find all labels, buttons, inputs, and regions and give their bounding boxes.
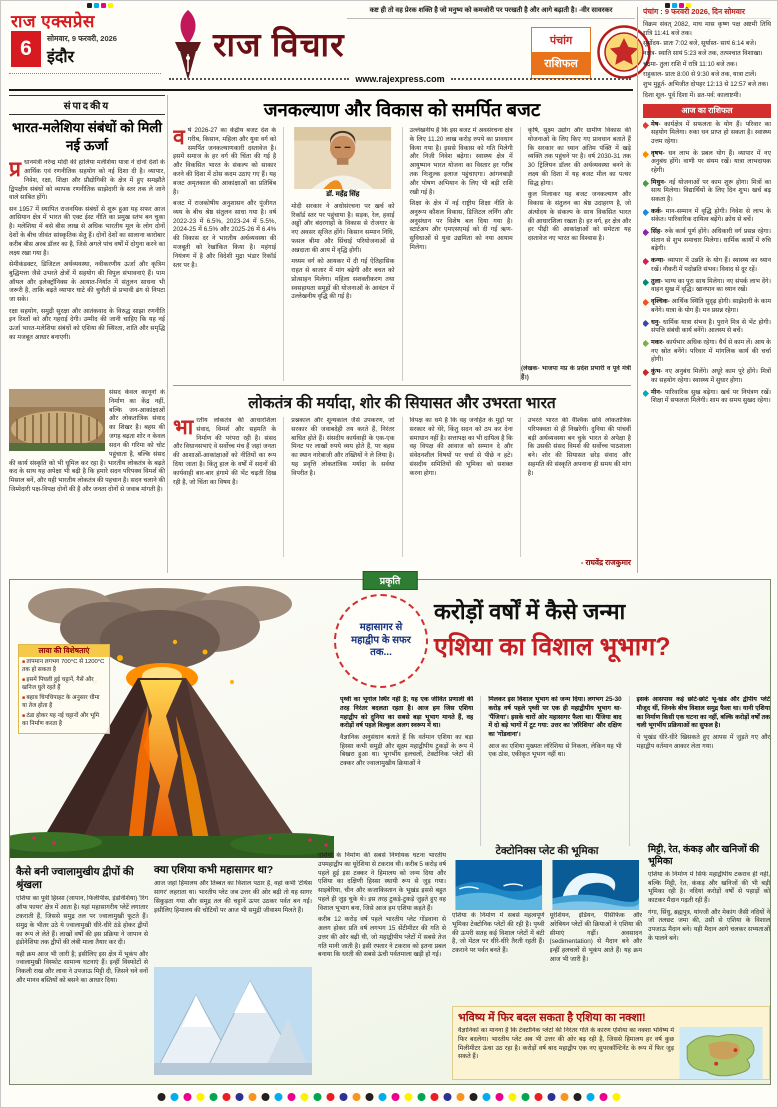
paragraph: वैज्ञानिकों का मानना है कि टेक्टोनिक प्लेटों की निरंतर गति के कारण एशिया का नक्शा भविष्य में फिर बदलेगा। भारतीय प्लेट अब भी उत्तर की ओर बढ़ रही है, जिससे हिमालय हर वर्ष कुछ मिलीमीटर ऊंचा उठ रहा है। करोड़ों वर्ष बाद महाद्वीप एक नए सुपरकॉन्टिनेंट के रूप में फिर जुड़ सकते हैं। bbox=[458, 1027, 674, 1061]
panchang-heading: पंचांग : 9 फरवरी 2026, दिन सोमवार bbox=[643, 7, 771, 19]
journey-badge: महासागर से महाद्वीप के सफर तक... bbox=[334, 594, 428, 688]
registration-dot bbox=[101, 3, 106, 8]
registration-dot bbox=[301, 1093, 309, 1101]
future-map-box bbox=[452, 1006, 770, 1080]
tectonic-article bbox=[452, 844, 642, 1002]
panchang-rashifal-box bbox=[531, 27, 591, 79]
democracy-byline: - राघवेंद्र राजकुमार bbox=[580, 558, 631, 567]
budget-dropcap: व bbox=[173, 127, 185, 149]
zodiac-bullet-icon bbox=[643, 121, 649, 128]
page-number: 6 bbox=[11, 31, 41, 67]
budget-headline: जनकल्याण और विकास को समर्पित बजट bbox=[263, 99, 541, 120]
editorial-block bbox=[9, 95, 165, 393]
zodiac-text: धनु- धार्मिक यात्रा संभव है। पुराने मित्र से भेंट होगी। संपत्ति संबंधी कार्य बनेंगे। आलस्य से बचें। bbox=[651, 318, 771, 334]
ocean-question-body bbox=[154, 880, 312, 964]
nature-middle-column bbox=[318, 852, 446, 1078]
nature-intro-column-3 bbox=[629, 696, 770, 846]
zodiac-item bbox=[643, 257, 771, 274]
website-row bbox=[169, 74, 631, 84]
democracy-column-3 bbox=[402, 417, 513, 557]
zodiac-text: कन्या- व्यापार में उन्नति के योग हैं। स्वास्थ्य का ध्यान रखें। नौकरी में पदोन्नति संभव। विवाद से दूर रहें। bbox=[651, 257, 771, 273]
zodiac-item bbox=[643, 121, 771, 147]
tectonic-column-2 bbox=[550, 912, 643, 1004]
panchang-details bbox=[643, 21, 771, 101]
paragraph: सन 1957 में स्थापित राजनयिक संबंधों से शुरू हुआ यह सफर आज आसियान क्षेत्र में भारत की एक्ट ईस्ट नीति का प्रमुख स्तंभ बन चुका है। मलेशिया में बसे बीस लाख से अधिक भारतीय मूल के लोग दोनों देशों के बीच जीवंत सांस्कृतिक सेतु हैं। दोनों देशों का सालाना कारोबार करीब बीस अरब डॉलर का है, जिसे अगले पांच वर्षों में दोगुना करने का लक्ष्य रखा गया है। bbox=[9, 205, 165, 257]
panchang-column bbox=[643, 7, 771, 573]
registration-dot bbox=[392, 1093, 400, 1101]
democracy-left-cell bbox=[9, 389, 165, 569]
paragraph: नक्षत्र- स्वाति सायं 5:23 बजे तक, तत्पश्चात विशाखा। bbox=[643, 50, 763, 58]
lava-facts-box bbox=[18, 644, 110, 734]
registration-dot bbox=[184, 1093, 192, 1101]
paragraph: एशिया के निर्माण में सबसे महत्वपूर्ण भूमिका टेक्टोनिक प्लेटों की रही है। पृथ्वी की ऊपरी सतह कई विशाल प्लेटों में बंटी है, जो मेंटल पर धीरे-धीरे तैरती रहती हैं। टकराने पर पर्वत बनते हैं। bbox=[452, 912, 545, 955]
registration-dot bbox=[275, 1093, 283, 1101]
registration-dot bbox=[223, 1093, 231, 1101]
registration-dot bbox=[548, 1093, 556, 1101]
nature-section-label: प्रकृति bbox=[363, 571, 418, 590]
zodiac-item bbox=[643, 179, 771, 205]
registration-dot bbox=[509, 1093, 517, 1101]
zodiac-bullet-icon bbox=[643, 229, 649, 236]
registration-dot bbox=[94, 3, 99, 8]
author-photo bbox=[291, 127, 394, 189]
zodiac-text: वृषभ- धन लाभ के प्रबल योग हैं। व्यापार में नए अनुबंध होंगे। वाणी पर संयम रखें। यात्रा लाभदायक रहेगी। bbox=[651, 149, 771, 174]
island-chain-body bbox=[16, 895, 148, 1071]
zodiac-text: मेष- कार्यक्षेत्र में सफलता के योग हैं। परिवार का सहयोग मिलेगा। रुका धन प्राप्त हो सकता है। स्वास्थ्य उत्तम रहेगा। bbox=[651, 120, 771, 145]
paragraph: विक्रम संवत् 2082, माघ मास कृष्ण पक्ष अष्टमी तिथि रात्रि 11:41 बजे तक। bbox=[643, 21, 771, 37]
zodiac-item bbox=[643, 339, 771, 365]
paragraph: राहुकाल- प्रातः 8:00 से 9:30 बजे तक, यात्रा टालें। bbox=[643, 71, 757, 79]
paragraph: गंगा, सिंधु, ब्रह्मपुत्र, यांग्त्जी और मेकांग जैसी नदियों ने जो तलछट जमा की, उसी से एशिया के विशाल उपजाऊ मैदान बने। यही मैदान आगे चलकर सभ्यताओं के पालने बने। bbox=[648, 908, 770, 942]
zodiac-item bbox=[643, 228, 771, 254]
registration-dot bbox=[87, 3, 92, 8]
registration-dot bbox=[483, 1093, 491, 1101]
registration-dot bbox=[535, 1093, 543, 1101]
paragraph: मोदी सरकार ने अधोसंरचना पर खर्च को रिकॉर्ड स्तर पर पहुंचाया है। सड़क, रेल, हवाई अड्डों और बंदरगाहों के विकास से रोजगार के नए अवसर सृजित होंगे। किसान सम्मान निधि, फसल बीमा और सिंचाई परियोजनाओं से अन्नदाता की आय में वृद्धि होगी। bbox=[291, 202, 395, 254]
budget-column-2 bbox=[283, 127, 394, 381]
democracy-column-4 bbox=[520, 417, 631, 557]
editorial-body bbox=[9, 159, 165, 393]
registration-dot bbox=[561, 1093, 569, 1101]
paragraph: ■ ठंडा होकर यह नई चट्टानों और भूमि का निर्माण करता है bbox=[22, 713, 106, 729]
paper-name: राज एक्सप्रेस bbox=[11, 12, 95, 31]
zodiac-text: मिथुन- नई योजनाओं पर काम शुरू होगा। मित्रों का साथ मिलेगा। विद्यार्थियों के लिए दिन शुभ। खर्च बढ़ सकता है। bbox=[651, 178, 771, 203]
paragraph: कृषि, सूक्ष्म उद्योग और ग्रामीण विकास की योजनाओं के लिए किए गए प्रावधान बताते हैं कि सरकार का ध्यान अंतिम पंक्ति में खड़े व्यक्ति तक पहुंचने पर है। वर्ष 2030-31 तक 30 ट्रिलियन डॉलर की अर्थव्यवस्था बनने के लक्ष्य की दिशा में यह बजट मील का पत्थर सिद्ध होगा। bbox=[527, 127, 631, 187]
edition-city: इंदौर bbox=[47, 49, 75, 66]
masthead-quote: कष्ट ही तो वह प्रेरक शक्ति है जो मनुष्य को कमजोरी पर परखती है और आगे बढ़ाती है। -वीर सावरकर bbox=[347, 7, 635, 19]
editorial-headline: भारत-मलेशिया संबंधों को मिली नई ऊर्जा bbox=[12, 120, 162, 153]
asia-map bbox=[678, 1027, 764, 1080]
democracy-dropcap: भा bbox=[173, 417, 194, 439]
budget-columns bbox=[173, 127, 631, 381]
registration-dot bbox=[210, 1093, 218, 1101]
zodiac-item bbox=[643, 389, 771, 406]
registration-dot bbox=[340, 1093, 348, 1101]
section-title: राज विचार bbox=[213, 26, 345, 63]
lava-facts-list bbox=[19, 657, 109, 733]
island-chain-title: कैसे बनी ज्वालामुखीय द्वीपों की श्रृंखला bbox=[16, 866, 134, 892]
zodiac-item bbox=[643, 278, 771, 295]
zodiac-bullet-icon bbox=[643, 150, 649, 157]
paragraph: एशिया के निर्माण की सबसे निर्णायक घटना भारतीय उपमहाद्वीप का यूरेशिया से टकराव थी। करीब 5 करोड़ वर्ष पहले हुई इस टक्कर ने हिमालय को जन्म दिया और एशिया का दक्षिणी हिस्सा स्थायी रूप से जुड़ गया। साइबेरिया, चीन और कजाकिस्तान के भूखंड इससे बहुत पहले ही जुड़ चुके थे। इस तरह टुकड़े-टुकड़े जुड़ते हुए वह विशाल भूभाग बना, जिसे आज हम एशिया कहते हैं। bbox=[318, 852, 446, 912]
paragraph: चंद्रमा- तुला राशि में रात्रि 11:10 बजे तक। bbox=[643, 60, 738, 68]
nature-intro-column-2 bbox=[480, 696, 621, 846]
edition-date: सोमवार, 9 फरवरी, 2026 bbox=[47, 34, 117, 43]
registration-dot bbox=[418, 1093, 426, 1101]
tectonic-images bbox=[452, 860, 642, 910]
nature-intro-columns bbox=[340, 696, 770, 846]
himalaya-photo bbox=[154, 967, 312, 1075]
future-map-title: भविष्य में फिर बदल सकता है एशिया का नक्शा! bbox=[458, 1012, 646, 1024]
registration-dot bbox=[158, 1093, 166, 1101]
pen-nib-icon bbox=[169, 6, 207, 84]
zodiac-text: मकर- कार्यभार अधिक रहेगा। धैर्य से काम लें। आय के नए स्रोत बनेंगे। परिवार में मांगलिक कार्य की चर्चा होगी। bbox=[651, 339, 771, 363]
paragraph: रक्षा सहयोग, समुद्री सुरक्षा और आतंकवाद के विरुद्ध साझा रणनीति इन रिश्तों को और गहराई देगी। उम्मीद की जानी चाहिए कि यह नई ऊर्जा भारत-मलेशिया संबंधों को एशिया की स्थिरता, शांति और समृद्धि का मजबूत आधार बनाएगी। bbox=[9, 307, 165, 342]
paragraph: ये भूखंड धीरे-धीरे खिसकते हुए आपस में जुड़ते गए और महाद्वीप वर्तमान आकार लेता गया। bbox=[636, 733, 770, 750]
registration-dot bbox=[405, 1093, 413, 1101]
registration-dot bbox=[470, 1093, 478, 1101]
registration-dot bbox=[457, 1093, 465, 1101]
paragraph: सूर्योदय- प्रातः 7:02 बजे, सूर्यास्त- सायं 6:14 बजे। bbox=[643, 40, 757, 48]
minerals-body bbox=[648, 871, 770, 991]
paragraph: इसके आसपास कई छोटे-छोटे भू-खंड और द्वीपीय प्लेटें मौजूद थीं, जिनके बीच विशाल समुद्र फैला था। यानी एशिया का निर्माण किसी एक घटना का नहीं, बल्कि करोड़ों वर्षों तक चली भूगर्भीय प्रक्रियाओं का सुफल है। bbox=[636, 696, 770, 730]
registration-dot bbox=[613, 1093, 621, 1101]
future-map-body bbox=[458, 1027, 764, 1080]
zodiac-bullet-icon bbox=[643, 389, 649, 396]
paragraph: शिक्षा के क्षेत्र में नई राष्ट्रीय शिक्षा नीति के अनुरूप कौशल विकास, डिजिटल लर्निंग और अनुसंधान पर विशेष बल दिया गया है। स्टार्टअप और एमएसएमई को दी गई ऋण-सुविधाओं से युवा उद्यमिता को नया आयाम मिलेगा। bbox=[409, 200, 513, 252]
democracy-column-1 bbox=[173, 417, 276, 557]
nature-headline-line2: एशिया का विशाल भूभाग? bbox=[434, 633, 671, 661]
paragraph: र्ष 2026-27 का केंद्रीय बजट देश के गरीब, किसान, महिला और युवा वर्ग को समर्पित जनकल्याणकारी दस्तावेज है। इसमें समाज के हर वर्ग की चिंता की गई है और विकसित भारत के संकल्प को साकार करने की दिशा में ठोस कदम उठाए गए हैं। यह बजट अमृतकाल की आकांक्षाओं का प्रतिबिंब है। bbox=[173, 127, 277, 196]
registration-dot bbox=[366, 1093, 374, 1101]
island-chain-article bbox=[16, 866, 148, 1080]
registration-dot bbox=[236, 1093, 244, 1101]
tectonic-title: टेक्टोनिक्स प्लेट की भूमिका bbox=[495, 845, 599, 857]
registration-dot bbox=[600, 1093, 608, 1101]
zodiac-bullet-icon bbox=[643, 319, 649, 326]
ocean-photo-1 bbox=[452, 860, 546, 910]
paragraph: आज जहां हिमालय और तिब्बत का विशाल पठार है, वहां कभी 'टेथिस सागर' लहराता था। भारतीय प्लेट जब उत्तर की ओर बढ़ी तो यह सागर सिकुड़ता गया और समुद्र तल की चट्टानें ऊपर उठकर पर्वत बन गईं। इसीलिए हिमालय की चोटियों पर आज भी समुद्री जीवाश्म मिलते हैं। bbox=[154, 880, 312, 914]
lava-facts-title: लावा की विशेषताएं bbox=[19, 645, 109, 657]
paragraph: एशिया के निर्माण में सिर्फ महाद्वीपीय टकराव ही नहीं, बल्कि मिट्टी, रेत, कंकड़ और खनिजों की भी बड़ी भूमिका रही है। नदियां करोड़ों वर्षों से पहाड़ों को काटकर मैदान गढ़ती रही हैं। bbox=[648, 870, 770, 905]
paragraph: ■ बहाव चिपचिपाहट के अनुसार धीमा या तेज होता है bbox=[22, 695, 106, 711]
registration-dot bbox=[249, 1093, 257, 1101]
tectonic-columns bbox=[452, 912, 642, 1004]
dotted-line bbox=[451, 78, 631, 80]
nature-intro-column-1 bbox=[340, 696, 473, 846]
paragraph: यूरेशियन, इंडियन, पैसिफिक और अरेबियन प्लेटों की क्रियाओं ने एशिया की सीमाएं गढ़ीं। अवसादन (sedimentation) से मैदान बने और इन्हीं हलचलों से भूकंप आते हैं। यह क्रम आज भी जारी है। bbox=[549, 912, 642, 964]
paragraph: पृथ्वी का भूगोल स्थिर नहीं है; यह एक जीवित प्रणाली की तरह निरंतर बदलता रहता है। आज हम जिस एशिया महाद्वीप को दुनिया का सबसे बड़ा भूभाग मानते हैं, वह करोड़ों वर्ष पहले बिल्कुल अलग स्वरूप में था। bbox=[340, 696, 474, 730]
rashifal-heading: आज का राशिफल bbox=[643, 104, 771, 118]
registration-dot bbox=[327, 1093, 335, 1101]
paragraph: मिलकर इस विशाल भूभाग को जन्म दिया। लगभग 25-30 करोड़ वर्ष पहले पृथ्वी पर एक ही महाद्वीपीय भूभाग था- 'पैंजिया'। इसके चारों ओर महासागर फैला था। पैंजिया बाद में दो बड़े भागों में टूट गया: उत्तर का 'लॉरेशिया' और दक्षिण का 'गोंडवाना'। bbox=[488, 696, 622, 739]
registration-dot bbox=[522, 1093, 530, 1101]
budget-column-4 bbox=[520, 127, 631, 381]
paragraph: ■ इसमें पिघली हुई चट्टानें, गैसें और खनिज घुले रहते हैं bbox=[22, 677, 106, 693]
registration-dot bbox=[444, 1093, 452, 1101]
ocean-question-title: क्या एशिया कभी महासागर था? bbox=[154, 864, 274, 876]
registration-dot bbox=[314, 1093, 322, 1101]
paragraph: रतीय लोकतंत्र की आधारशिला संवाद, विमर्श और सहमति के निर्माण की परंपरा रही है। संसद और विधानसभाएं वे सर्वोच्च मंच हैं जहां जनता की आशाओं-आकांक्षाओं को नीतियों का रूप दिया जाता है। किंतु हाल के वर्षों में सदनों की कार्यवाही बार-बार हंगामे की भेंट चढ़ती दिख रही है, जो चिंता का विषय है। bbox=[173, 417, 277, 486]
zodiac-bullet-icon bbox=[643, 340, 649, 347]
zodiac-item bbox=[643, 208, 771, 225]
panchang-label: पंचांग bbox=[549, 34, 573, 47]
rashifal-label: राशिफल bbox=[532, 52, 590, 75]
registration-dot bbox=[262, 1093, 270, 1101]
zodiac-bullet-icon bbox=[643, 258, 649, 265]
paragraph: करीब 12 करोड़ वर्ष पहले भारतीय प्लेट गोंडवाना से अलग होकर प्रति वर्ष लगभग 15 सेंटीमीटर की गति से उत्तर की ओर बढ़ी थी, जो महाद्वीपीय प्लेटों में सबसे तेज गति मानी जाती है। इसी रफ्तार ने टकराव को इतना प्रबल बनाया कि धरती की सबसे ऊंची पर्वतमाला खड़ी हो गई। bbox=[318, 916, 446, 959]
registration-dot bbox=[288, 1093, 296, 1101]
registration-dot bbox=[171, 1093, 179, 1101]
paragraph: ■ तापमान लगभग 700°C से 1200°C तक हो सकता है bbox=[22, 659, 106, 675]
budget-column-3 bbox=[402, 127, 513, 381]
nature-section bbox=[9, 576, 771, 1085]
registration-dot bbox=[108, 3, 113, 8]
registration-marks-top-left bbox=[87, 3, 113, 8]
ocean-question-article bbox=[154, 864, 312, 1080]
registration-dot bbox=[353, 1093, 361, 1101]
zodiac-text: वृश्चिक- आर्थिक स्थिति सुदृढ़ होगी। साझेदारी के काम बनेंगे। यात्रा के योग हैं। मन प्रसन्न रहेगा। bbox=[651, 298, 771, 314]
minerals-article bbox=[648, 844, 770, 1002]
registration-dot bbox=[197, 1093, 205, 1101]
paragraph: यही क्रम आज भी जारी है; इसीलिए इस क्षेत्र में भूकंप और ज्वालामुखी विस्फोट सामान्य घटनाएं हैं। इन्हीं विस्फोटों से निकली राख और लावा ने उपजाऊ मिट्टी दी, जिसने घने वनों और मानव बस्तियों को बसने का आधार दिया। bbox=[16, 950, 148, 985]
nature-headline-line1: करोड़ों वर्षों में कैसे जन्मा bbox=[434, 599, 626, 624]
democracy-headline: लोकतंत्र की मर्यादा, शोर की सियासत और उभरता भारत bbox=[248, 395, 556, 412]
zodiac-text: तुला- भाग्य का पूरा साथ मिलेगा। नए संपर्क लाभ देंगे। वाहन सुख में वृद्धि। खानपान का ध्यान रखें। bbox=[651, 277, 771, 293]
zodiac-bullet-icon bbox=[643, 179, 649, 186]
paragraph: विपक्ष का धर्म है कि वह जनहित के मुद्दों पर सरकार को घेरे, किंतु सदन को ठप कर देना समाधान नहीं है। सत्तापक्ष का भी दायित्व है कि वह विपक्ष की आवाज को सम्मान दे और संवेदनशील विषयों पर चर्चा से पीछे न हटे। संसदीय समितियों की भूमिका को सशक्त करना होगा। bbox=[409, 417, 513, 477]
header-rule bbox=[9, 89, 633, 91]
paragraph: उल्लेखनीय है कि इस बजट में अवसंरचना क्षेत्र के लिए 11.20 लाख करोड़ रुपये का प्रावधान किया गया है। इससे विकास को गति मिलेगी और निजी निवेश बढ़ेगा। स्वास्थ्य क्षेत्र में आयुष्मान भारत योजना का विस्तार हर गरीब तक निःशुल्क इलाज पहुंचाएगा। आंगनबाड़ी और पोषण अभियान के लिए भी बड़ी राशि रखी गई है। bbox=[409, 127, 513, 196]
registration-dot bbox=[496, 1093, 504, 1101]
zodiac-bullet-icon bbox=[643, 208, 649, 215]
ocean-photo-2 bbox=[549, 860, 643, 910]
author-photo-caption: डॉ. महेंद्र सिंह bbox=[326, 191, 360, 198]
website-url[interactable]: www.rajexpress.com bbox=[355, 74, 445, 84]
zodiac-text: मीन- पारिवारिक सुख बढ़ेगा। खर्च पर नियंत्रण रखें। शिक्षा में सफलता मिलेगी। शाम का समय सुखद रहेगा। bbox=[651, 388, 771, 404]
zodiac-item bbox=[643, 319, 771, 336]
zodiac-bullet-icon bbox=[643, 278, 649, 285]
paragraph: दिशा शूल- पूर्व दिशा में। व्रत-पर्व: कालाष्टमी। bbox=[643, 91, 741, 99]
zodiac-text: कुंभ- नए अनुबंध मिलेंगे। अधूरे काम पूरे होंगे। मित्रों का सहयोग रहेगा। स्वास्थ्य में सुधार होगा। bbox=[651, 368, 771, 384]
zodiac-bullet-icon bbox=[643, 369, 649, 376]
registration-dot bbox=[574, 1093, 582, 1101]
editorial-dropcap: प्र bbox=[9, 159, 21, 182]
masthead-divider bbox=[9, 73, 161, 74]
democracy-column-2 bbox=[283, 417, 394, 557]
paragraph: धानमंत्री नरेन्द्र मोदी की हालिया मलेशिया यात्रा ने दोनों देशों के आर्थिक एवं रणनीतिक सहयोग को नई दिशा दी है। व्यापार, निवेश, रक्षा, शिक्षा और प्रौद्योगिकी के क्षेत्र में हुए समझौते द्विपक्षीय संबंधों को व्यापक रणनीतिक साझेदारी के स्तर तक ले जाने वाले साबित होंगे। bbox=[9, 159, 165, 202]
paragraph: आज का एशिया मुख्यतः लॉरेशिया से निकला, लेकिन यह भी एक ठोस, एकीकृत भूभाग नहीं था। bbox=[488, 742, 622, 759]
democracy-columns bbox=[173, 417, 631, 557]
registration-dot bbox=[431, 1093, 439, 1101]
zodiac-text: कर्क- मान-सम्मान में वृद्धि होगी। निवेश से लाभ के संकेत। पारिवारिक दायित्व बढ़ेंगे। क्रोध से बचें। bbox=[651, 207, 771, 223]
zodiac-text: सिंह- रुके कार्य पूर्ण होंगे। अधिकारी वर्ग प्रसन्न रहेगा। संतान से शुभ समाचार मिलेगा। धार्मिक कार्यों में रुचि बढ़ेगी। bbox=[651, 228, 771, 252]
paragraph: संसद केवल कानूनों के निर्माण का केंद्र नहीं, बल्कि जन-आकांक्षाओं और लोकतांत्रिक संवाद का शिखर है। बहस की जगह बढ़ता शोर न केवल सदन की गरिमा को चोट पहुंचाता है, बल्कि संसद की कार्य संस्कृति को भी धूमिल कर रहा है। भारतीय लोकतंत्र के बढ़ते कद के साथ यह अपेक्षा भी बढ़ी है कि हमारे सदन परिपक्व विमर्श की मिसाल बनें, और यही भारतीय लोकतंत्र की पहचान है। सदन चलाने की जिम्मेदारी पक्ष-विपक्ष दोनों की है और जनता दोनों से जवाब मांगती है। bbox=[9, 389, 165, 493]
paragraph: बजट में राजकोषीय अनुशासन और पूंजीगत व्यय के बीच श्रेष्ठ संतुलन साधा गया है। वर्ष 2022-23 में 6.5%, 2023-24 में 5.5%, 2024-25 में 6.5% और 2025-26 में 6.4% की विकास दर ने भारतीय अर्थव्यवस्था की मजबूती को रेखांकित किया है। महंगाई नियंत्रण में है और विदेशी मुद्रा भंडार रिकॉर्ड स्तर पर है। bbox=[173, 200, 277, 269]
paragraph: वैज्ञानिक अनुसंधान बताते हैं कि वर्तमान एशिया का बड़ा हिस्सा कभी समुद्री और सूक्ष्म महाद्वीपीय टुकड़ों के रूप में बिखरा हुआ था। भूगर्भीय हलचलों, टेक्टोनिक प्लेटों की टक्कर और ज्वालामुखीय क्रियाओं ने bbox=[340, 733, 474, 768]
zodiac-bullet-icon bbox=[643, 299, 649, 306]
budget-bottom-rule bbox=[173, 385, 631, 386]
paragraph: एशिया का पूर्वी हिस्सा (जापान, फिलीपींस, इंडोनेशिया) 'रिंग ऑफ फायर' क्षेत्र में आता है। यहां महासागरीय प्लेटें लगातार टकराती हैं, जिससे समुद्र तल पर ज्वालामुखी फूटते हैं। समुद्र के भीतर उठे ये ज्वालामुखी धीरे-धीरे ठंडे होकर द्वीपों का रूप ले लेते हैं। लाखों वर्षों की इस प्रक्रिया ने जापान से इंडोनेशिया तक द्वीपों की लंबी माला तैयार कर दी। bbox=[16, 895, 148, 947]
zodiac-item bbox=[643, 368, 771, 385]
zodiac-item bbox=[643, 150, 771, 176]
right-column-divider bbox=[637, 7, 638, 573]
paragraph: उभरते भारत की वैश्विक छवि लोकतांत्रिक परिपक्वता से ही निखरेगी। दुनिया की पांचवीं बड़ी अर्थव्यवस्था बन चुके भारत से अपेक्षा है कि उसकी संसद विमर्श की सर्वोच्च पाठशाला बने। शोर की सियासत छोड़ संवाद और सहमति की संस्कृति अपनाना ही समय की मांग है। bbox=[527, 417, 631, 477]
paragraph: प्रश्नकाल और शून्यकाल जैसे उपकरण, जो सरकार की जवाबदेही तय करते हैं, निरंतर बाधित होते हैं। संसदीय कार्यवाही के एक-एक मिनट पर लाखों रुपये व्यय होते हैं, पर बहस का स्थान नारेबाजी और तख्तियों ने ले लिया है। यह प्रवृत्ति लोकतांत्रिक मर्यादा के सर्वथा विपरीत है। bbox=[291, 417, 395, 477]
registration-marks bbox=[158, 1093, 621, 1101]
zodiac-item bbox=[643, 298, 771, 315]
paragraph: कुल मिलाकर यह बजट जनकल्याण और विकास के संतुलन का श्रेष्ठ उदाहरण है, जो अंत्योदय के संकल्प के साथ विकसित भारत की आधारशिला रखता है। हर वर्ग, हर क्षेत्र और हर पीढ़ी की आकांक्षाओं को समेटता यह दस्तावेज नए भारत का विश्वास है। bbox=[527, 191, 631, 243]
column-divider bbox=[167, 95, 168, 573]
zodiac-list bbox=[643, 121, 771, 406]
registration-dot bbox=[379, 1093, 387, 1101]
paragraph: सेमीकंडक्टर, डिजिटल अर्थव्यवस्था, नवीकरणीय ऊर्जा और कृत्रिम बुद्धिमत्ता जैसे उभरते क्षेत्रों में सहयोग की विपुल संभावनाएं हैं। पाम ऑयल और इलेक्ट्रॉनिक्स के आयात-निर्यात में संतुलन साधना भी जरूरी है, ताकि बढ़ते व्यापार घाटे की चुनौती से प्रभावी ढंग से निपटा जा सके। bbox=[9, 261, 165, 304]
editorial-label: संपादकीय bbox=[9, 95, 165, 115]
registration-dot bbox=[587, 1093, 595, 1101]
tectonic-column-1 bbox=[452, 912, 545, 1004]
minerals-title: मिट्टी, रेत, कंकड़ और खनिजों की भूमिका bbox=[648, 844, 760, 867]
paragraph: शुभ मुहूर्त- अभिजीत दोपहर 12:13 से 12:57 बजे तक। bbox=[643, 81, 769, 89]
dotted-line bbox=[169, 78, 349, 80]
parliament-photo bbox=[9, 389, 105, 451]
nature-headline bbox=[434, 596, 770, 663]
budget-column-1 bbox=[173, 127, 276, 381]
author-footnote: (लेखक- भाजपा मप्र के प्रदेश प्रभारी व पूर्व मंत्री हैं।) bbox=[521, 365, 631, 381]
paragraph: मध्यम वर्ग को आयकर में दी गई ऐतिहासिक राहत से बाजार में मांग बढ़ेगी और बचत को प्रोत्साहन मिलेगा। महिला सशक्तीकरण तथा स्वसहायता समूहों की योजनाओं के आवंटन में उल्लेखनीय वृद्धि की गई है। bbox=[291, 258, 395, 301]
